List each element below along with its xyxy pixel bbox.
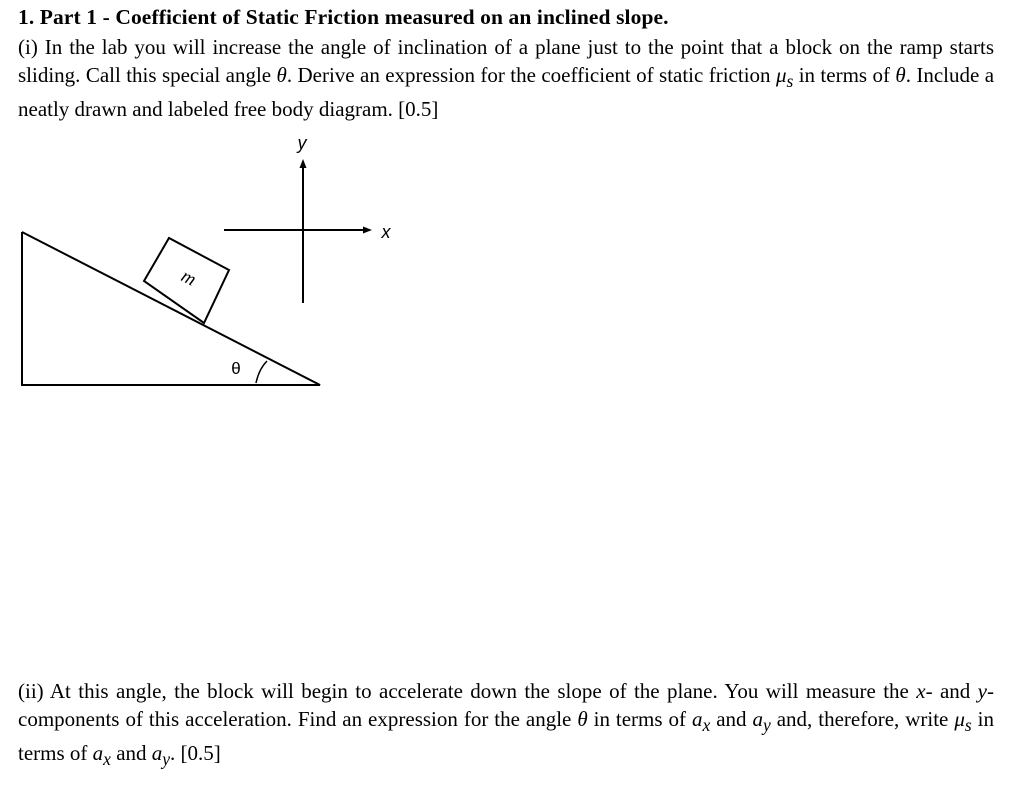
part-i-text: (i) In the lab you will increase the angle of inclination of a plane just to the point that a block on the ramp starts sliding. Call this special angle θ. Derive an expression for the coefficient of static friction $\mu_s$ in terms of θ. Include a neatly drawn and labeled free body diagram. [0.5] xyxy=(18,35,995,122)
a-x-symbol: $a_x$ xyxy=(691,707,711,736)
a-y-symbol: $a_y$ xyxy=(151,741,171,770)
x-axis-arrow xyxy=(363,227,372,234)
y-axis-label: y xyxy=(297,133,307,153)
angle-label: θ xyxy=(231,359,241,378)
question-heading: 1. Part 1 - Coefficient of Static Friction measured on an inclined slope. xyxy=(18,5,669,29)
x-axis-label: x xyxy=(381,222,391,242)
part-ii-text: (ii) At this angle, the block will begin to accelerate down the slope of the plane. You will measure the x- and y-components of this acceleration. Find an expression for the angle θ in terms of $a_x$ and $a_y$ and, therefore, write $\mu_s$ in terms of $a_x$ and $a_y$. [0.5] xyxy=(18,679,994,770)
a-x-symbol: $a_x$ xyxy=(92,741,111,770)
a-y-symbol: $a_y$ xyxy=(752,707,771,736)
theta-symbol: θ xyxy=(276,63,287,87)
theta-symbol: θ xyxy=(895,63,906,87)
mu-s-symbol: $\mu_s$ xyxy=(954,707,972,736)
incline-diagram xyxy=(0,128,420,398)
mu-s-symbol: $\mu_s$ xyxy=(775,63,794,92)
block-label: m xyxy=(177,265,200,291)
angle-arc xyxy=(256,361,267,383)
y-axis-arrow xyxy=(300,159,307,168)
